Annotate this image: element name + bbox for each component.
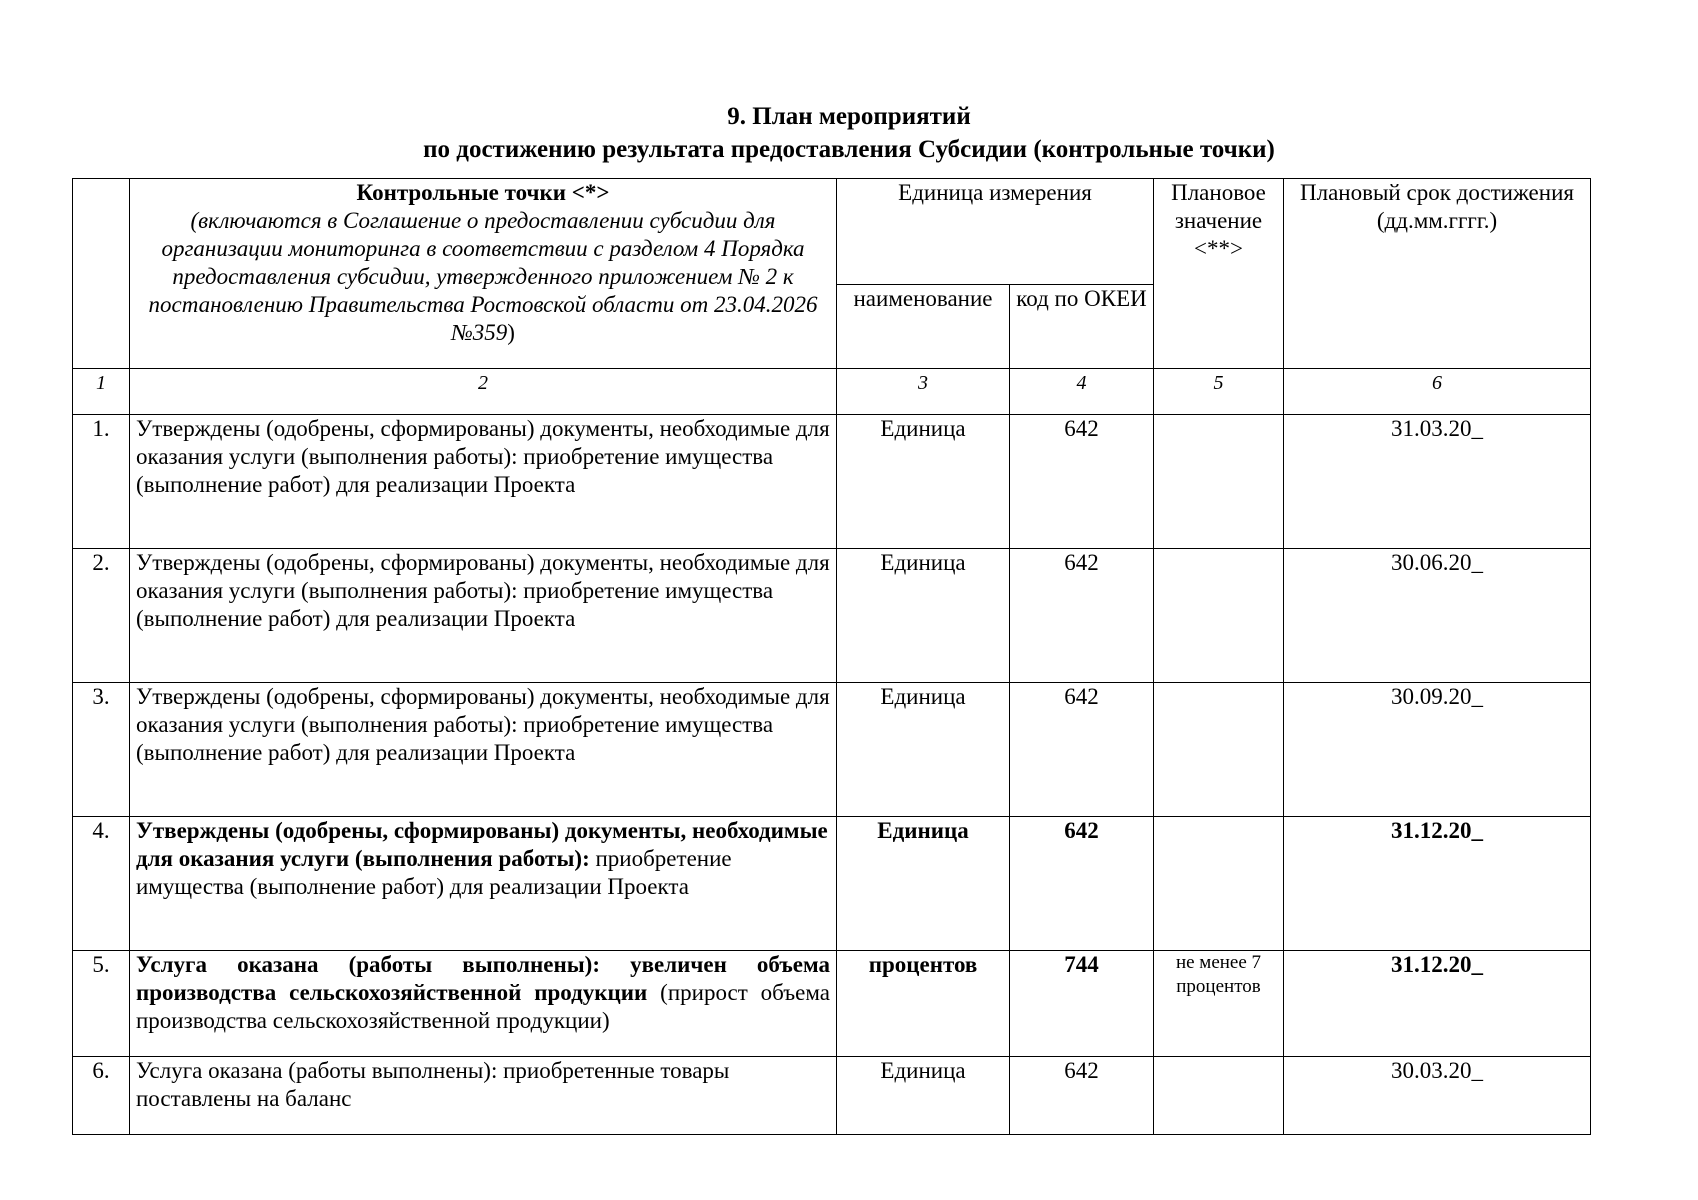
- row-planned-value: [1154, 1057, 1284, 1135]
- header-checkpoints-note-wrap: [136, 207, 830, 347]
- row-deadline: 30.03.20_: [1284, 1057, 1591, 1135]
- checkpoints-table: [72, 178, 1591, 1135]
- row-deadline: 31.03.20_: [1284, 415, 1591, 549]
- header-unit-name: наименование: [837, 285, 1010, 369]
- row-description: [130, 951, 837, 1057]
- row-description: [130, 415, 837, 549]
- row-number: 2.: [73, 549, 130, 683]
- header-deadline: Плановый срок достижения (дд.мм.гггг.): [1284, 179, 1591, 369]
- row-unit-name: Единица: [837, 415, 1010, 549]
- header-checkpoints-label: Контрольные точки <*>: [356, 180, 610, 205]
- document-title: [0, 100, 1698, 166]
- column-number: 2: [130, 369, 837, 415]
- row-description-text: Утверждены (одобрены, сформированы) документы, необходимые для оказания услуги (выполнения работы): приобретение имущества (выполнение работ) для реализации Проекта: [136, 416, 830, 497]
- header-checkpoints: [130, 179, 837, 369]
- row-planned-value: не менее 7 процентов: [1154, 951, 1284, 1057]
- row-deadline: 30.06.20_: [1284, 549, 1591, 683]
- row-description-text: Услуга оказана (работы выполнены): приобретенные товары поставлены на баланс: [136, 1058, 730, 1111]
- column-number: 3: [837, 369, 1010, 415]
- header-planned-value: Плановое значение <**>: [1154, 179, 1284, 369]
- row-number: 5.: [73, 951, 130, 1057]
- table-row: [73, 951, 1591, 1057]
- row-deadline: 30.09.20_: [1284, 683, 1591, 817]
- row-number: 6.: [73, 1057, 130, 1135]
- row-number: 4.: [73, 817, 130, 951]
- header-row-1: [73, 179, 1591, 285]
- row-planned-value: [1154, 549, 1284, 683]
- header-unit: Единица измерения: [837, 179, 1154, 285]
- row-unit-name: Единица: [837, 683, 1010, 817]
- row-number: 3.: [73, 683, 130, 817]
- row-description-bold: Утверждены (одобрены, сформированы) документы, необходимые для оказания услуги (выполнения работы):: [136, 818, 828, 871]
- header-checkpoints-note: (включаются в Соглашение о предоставлении субсидии для организации мониторинга в соответствии с разделом 4 Порядка предоставления субсидии, утвержденного приложением № 2 к постановлению Правительства Ростовской области от 23.04.2026 №359: [148, 208, 818, 345]
- row-deadline: 31.12.20_: [1284, 951, 1591, 1057]
- row-description-text: Утверждены (одобрены, сформированы) документы, необходимые для оказания услуги (выполнения работы): приобретение имущества (выполнение работ) для реализации Проекта: [136, 550, 830, 631]
- header-unit-code: код по ОКЕИ: [1010, 285, 1154, 369]
- table-row: [73, 683, 1591, 817]
- row-description: [130, 817, 837, 951]
- column-number: 5: [1154, 369, 1284, 415]
- row-description-text: приобретение имущества (выполнение работ) для реализации Проекта: [136, 846, 732, 899]
- row-unit-code: 642: [1010, 549, 1154, 683]
- table-row: [73, 549, 1591, 683]
- row-unit-name: Единица: [837, 1057, 1010, 1135]
- row-description-text: Утверждены (одобрены, сформированы) документы, необходимые для оказания услуги (выполнения работы): приобретение имущества (выполнение работ) для реализации Проекта: [136, 684, 830, 765]
- row-planned-value: [1154, 683, 1284, 817]
- table-row: [73, 817, 1591, 951]
- row-number: 1.: [73, 415, 130, 549]
- row-unit-name: Единица: [837, 549, 1010, 683]
- row-description-text: (прирост объема производства сельскохозяйственной продукции): [136, 980, 831, 1033]
- row-unit-code: 642: [1010, 683, 1154, 817]
- row-unit-code: 642: [1010, 1057, 1154, 1135]
- column-number: 6: [1284, 369, 1591, 415]
- row-unit-name: процентов: [837, 951, 1010, 1057]
- column-number: 4: [1010, 369, 1154, 415]
- row-unit-code: 744: [1010, 951, 1154, 1057]
- table-row: [73, 1057, 1591, 1135]
- row-unit-name: Единица: [837, 817, 1010, 951]
- row-description: [130, 549, 837, 683]
- column-numbers-row: [73, 369, 1591, 415]
- row-description-bold: Услуга оказана (работы выполнены): увеличен объема производства сельскохозяйственной продукции: [136, 952, 830, 1005]
- title-line-1: 9. План мероприятий: [727, 103, 971, 130]
- table-row: [73, 415, 1591, 549]
- header-number-cell: [73, 179, 130, 369]
- row-planned-value: [1154, 415, 1284, 549]
- header-checkpoints-close: ): [507, 320, 515, 345]
- row-description: [130, 1057, 837, 1135]
- row-planned-value: [1154, 817, 1284, 951]
- row-unit-code: 642: [1010, 415, 1154, 549]
- row-description: [130, 683, 837, 817]
- title-line-2: по достижению результата предоставления Субсидии (контрольные точки): [423, 136, 1275, 163]
- row-unit-code: 642: [1010, 817, 1154, 951]
- row-deadline: 31.12.20_: [1284, 817, 1591, 951]
- column-number: 1: [73, 369, 130, 415]
